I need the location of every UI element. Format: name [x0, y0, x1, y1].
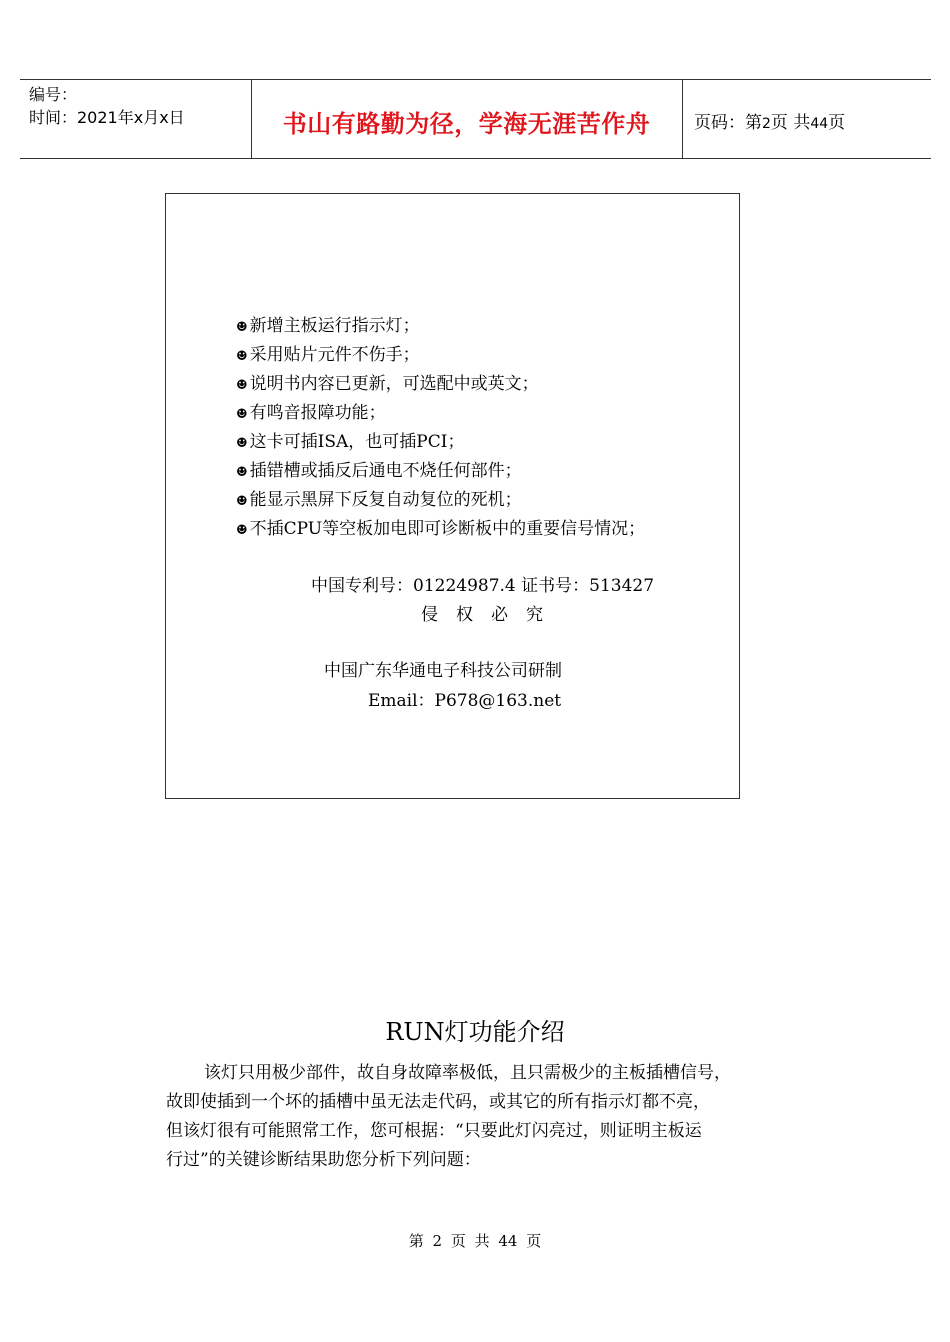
- smiley-bullet-icon: ☻: [236, 378, 248, 393]
- page-current: 2: [762, 116, 771, 132]
- document-number-label: 编号：: [29, 85, 78, 104]
- feature-item: ☻ 有鸣音报障功能；: [236, 403, 386, 423]
- header-page-cell: [683, 80, 931, 158]
- header-motto-cell: [251, 80, 683, 158]
- smiley-bullet-icon: ☻: [236, 523, 248, 538]
- company-name: 中国广东华通电子科技公司研制: [324, 661, 562, 681]
- section-title: RUN灯功能介绍: [385, 1018, 565, 1046]
- smiley-bullet-icon: ☻: [236, 465, 248, 480]
- paragraph-line: 但该灯很有可能照常工作，您可根据：“只要此灯闪亮过，则证明主板运: [166, 1121, 702, 1141]
- smiley-bullet-icon: ☻: [236, 436, 248, 451]
- feature-item: ☻ 能显示黑屏下反复自动复位的死机；: [236, 490, 522, 510]
- feature-item: ☻ 这卡可插ISA，也可插PCI；: [236, 432, 465, 452]
- page-total: 44: [810, 116, 829, 132]
- page-header: [20, 79, 931, 159]
- header-meta-cell: [20, 80, 252, 158]
- feature-item: ☻ 说明书内容已更新，可选配中或英文；: [236, 374, 539, 394]
- smiley-bullet-icon: ☻: [236, 349, 248, 364]
- smiley-bullet-icon: ☻: [236, 320, 248, 335]
- page-footer: 第 2 页 共 44 页: [408, 1232, 542, 1250]
- rights-notice: 侵权必究: [421, 605, 561, 625]
- feature-item: ☻ 不插CPU等空板加电即可诊断板中的重要信号情况；: [236, 519, 646, 539]
- section-paragraph: [166, 1059, 806, 1175]
- page-suffix: 页: [828, 113, 846, 133]
- patent-info: 中国专利号：01224987.4 证书号：513427: [311, 576, 655, 596]
- feature-item: ☻ 采用贴片元件不伤手；: [236, 345, 420, 365]
- smiley-bullet-icon: ☻: [236, 407, 248, 422]
- page-prefix: 页码：第: [694, 113, 762, 133]
- page-middle: 页 共: [770, 113, 811, 133]
- paragraph-line: 该灯只用极少部件，故自身故障率极低，且只需极少的主板插槽信号，: [204, 1063, 731, 1083]
- contact-email: Email：P678@163.net: [368, 691, 562, 711]
- header-page-info: [694, 108, 845, 133]
- document-time-label: 时间：2021年x月x日: [29, 108, 185, 127]
- smiley-bullet-icon: ☻: [236, 494, 248, 509]
- feature-item: ☻ 新增主板运行指示灯；: [236, 316, 420, 336]
- product-info-box: [165, 193, 740, 799]
- feature-item: ☻ 插错槽或插反后通电不烧任何部件；: [236, 461, 522, 481]
- paragraph-line: 故即使插到一个坏的插槽中虽无法走代码，或其它的所有指示灯都不亮，: [166, 1092, 710, 1112]
- header-motto: 书山有路勤为径，学海无涯苦作舟: [282, 109, 651, 138]
- paragraph-line: 行过”的关键诊断结果助您分析下列问题：: [166, 1150, 481, 1170]
- feature-list: [236, 312, 645, 544]
